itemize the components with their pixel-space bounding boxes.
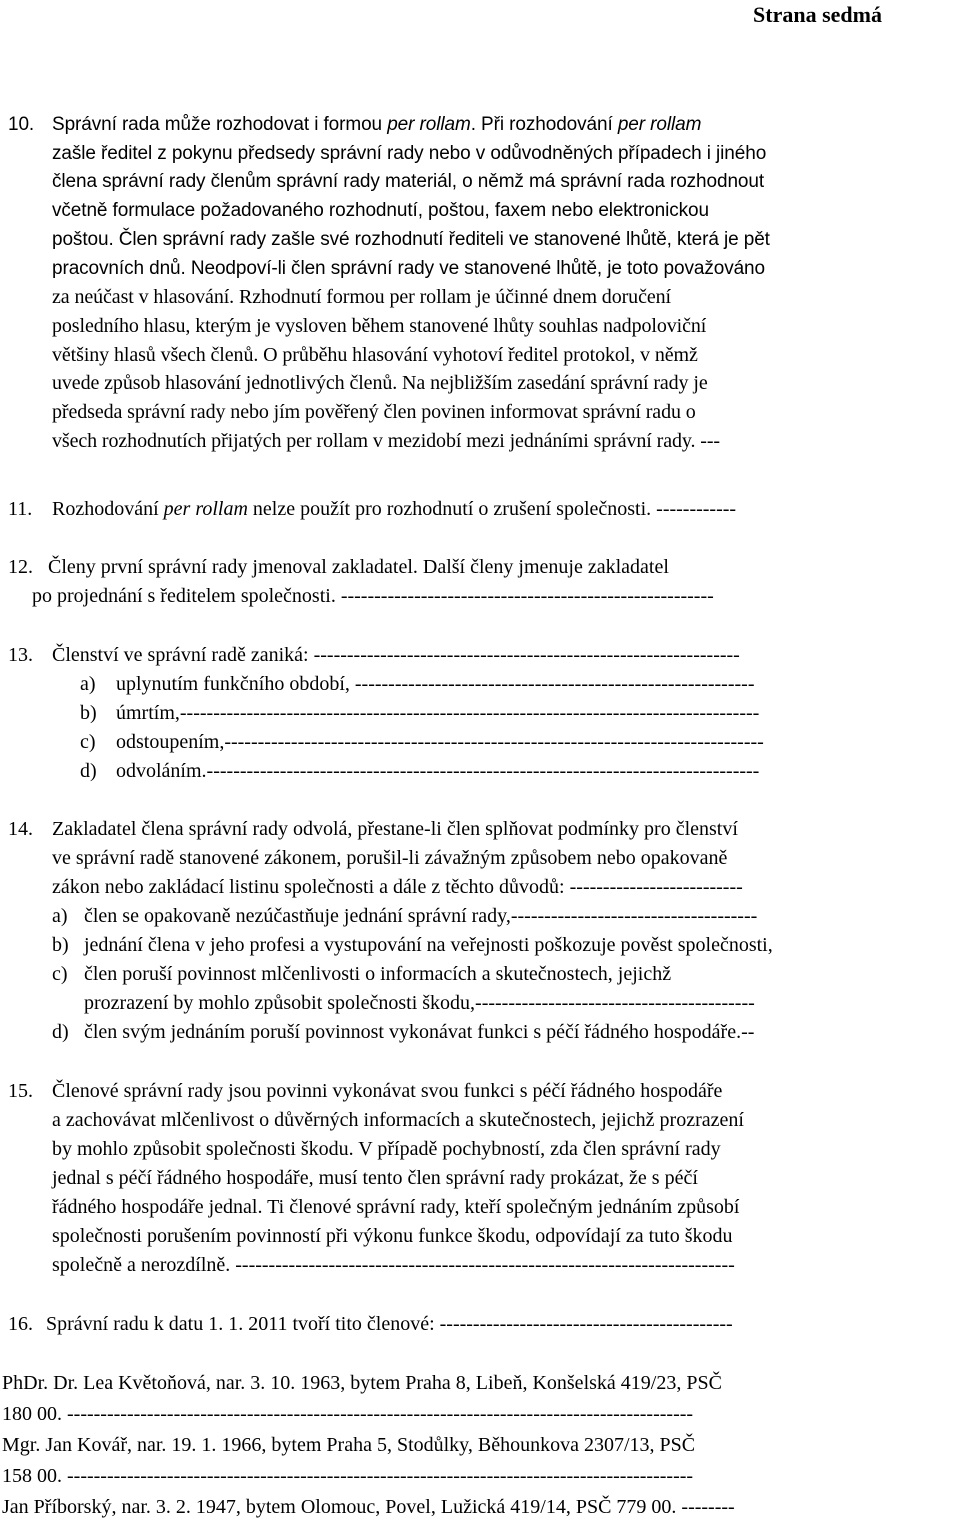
paragraph-line: by mohlo způsobit společnosti škodu. V případě pochybností, zda člen správní rady (52, 1138, 721, 1160)
list-text: odstoupením,--------------------------------------------------------------------------------- (116, 731, 764, 753)
article-number: 14. (8, 818, 33, 840)
paragraph-line: uvede způsob hlasování jednotlivých členů. Na nejbližším zasedání správní rady je (52, 372, 708, 395)
list-item (80, 699, 760, 728)
member-line: PhDr. Dr. Lea Květoňová, nar. 3. 10. 1963, bytem Praha 8, Libeň, Konšelská 419/23, PSČ (2, 1372, 722, 1394)
article-number: 11. (8, 498, 33, 520)
paragraph-line: ve správní radě stanovené zákonem, porušil-li závažným způsobem nebo opakovaně (52, 847, 728, 869)
list-label: b) (52, 934, 69, 956)
article-number: 12. (8, 556, 33, 578)
article-number: 10. (8, 114, 35, 135)
article-intro: Členství ve správní radě zaniká: ---------------------------------------------------------------- (52, 644, 740, 666)
paragraph-line: Zakladatel člena správní rady odvolá, přestane-li člen splňovat podmínky pro členství (52, 818, 738, 840)
paragraph-line: většiny hlasů všech členů. O průběhu hlasování vyhotoví ředitel protokol, v němž (52, 343, 698, 366)
list-item (52, 931, 773, 960)
list-text: uplynutím funkčního období, ------------------------------------------------------------ (116, 673, 755, 695)
member-line: Mgr. Jan Kovář, nar. 19. 1. 1966, bytem Praha 5, Stodůlky, Běhounkova 2307/13, PSČ (2, 1434, 696, 1456)
paragraph-line: a zachovávat mlčenlivost o důvěrných informacích a skutečnostech, jejichž prozrazení (52, 1109, 744, 1131)
member-line: Jan Příborský, nar. 3. 2. 1947, bytem Olomouc, Povel, Lužická 419/14, PSČ 779 00. -------- (2, 1496, 735, 1518)
member-line: 180 00. ---------------------------------------------------------------------------------------------- (2, 1403, 694, 1425)
paragraph-line: za neúčast v hlasování. Rzhodnutí formou per rollam je účinné dnem doručení (52, 286, 671, 309)
paragraph-line: společnosti porušením povinností při výkonu funkce škodu, odpovídají za tuto škodu (52, 1225, 733, 1247)
member-line: 158 00. ---------------------------------------------------------------------------------------------- (2, 1465, 694, 1487)
paragraph-line: Členové správní rady jsou povinni vykonávat svou funkci s péčí řádného hospodáře (52, 1080, 723, 1102)
list-item (52, 960, 755, 1014)
paragraph-line: zašle ředitel z pokynu předsedy správní rady nebo v odůvodněných případech i jiného (52, 142, 767, 164)
list-text: prozrazení by mohlo způsobit společnosti škodu,------------------------------------------ (84, 992, 755, 1014)
list-label: c) (80, 731, 96, 753)
list-text: jednání člena v jeho profesi a vystupování na veřejnosti poškozuje pověst společnosti, (84, 934, 773, 956)
list-item (80, 757, 760, 786)
list-item (52, 1018, 755, 1047)
paragraph-line: posledního hlasu, kterým je vysloven během stanovené lhůty souhlas nadpoloviční (52, 314, 707, 337)
paragraph-line: včetně formulace požadovaného rozhodnutí, poštou, faxem nebo elektronickou (52, 200, 709, 222)
page-header: Strana sedmá (753, 2, 882, 27)
list-text: člen svým jednáním poruší povinnost vykonávat funkci s péčí řádného hospodáře.-- (84, 1021, 755, 1043)
list-label: a) (52, 905, 68, 927)
list-label: d) (80, 760, 97, 782)
paragraph-line: Správní rada může rozhodovat i formou per rollam. Při rozhodování per rollam (52, 114, 702, 135)
paragraph-line: člena správní rady členům správní rady materiál, o němž má správní rada rozhodnout (52, 171, 765, 193)
paragraph-line: pracovních dnů. Neodpoví-li člen správní rady ve stanovené lhůtě, je toto považováno (52, 257, 765, 279)
article-number: 16. (8, 1313, 33, 1335)
paragraph-line: zákon nebo zakládací listinu společnosti a dále z těchto důvodů: -------------------------- (52, 876, 743, 898)
list-text: úmrtím,--------------------------------------------------------------------------------------- (116, 702, 760, 724)
paragraph-line: Členy první správní rady jmenoval zakladatel. Další členy jmenuje zakladatel (48, 556, 669, 578)
list-text: člen poruší povinnost mlčenlivosti o informacích a skutečnostech, jejichž (84, 963, 672, 985)
list-label: b) (80, 702, 97, 724)
list-text: odvoláním.----------------------------------------------------------------------------------- (116, 760, 760, 782)
list-item (80, 670, 755, 699)
list-item (52, 902, 758, 931)
list-item (80, 728, 764, 757)
list-text: člen se opakovaně nezúčastňuje jednání správní rady,------------------------------------- (84, 905, 758, 927)
paragraph-line: předseda správní rady nebo jím pověřený člen povinen informovat správní radu o (52, 401, 696, 424)
list-label: c) (52, 963, 68, 985)
article-intro: Správní radu k datu 1. 1. 2011 tvoří tito členové: -------------------------------------------- (46, 1313, 733, 1335)
article-text: Rozhodování per rollam nelze použít pro rozhodnutí o zrušení společnosti. ------------ (52, 498, 737, 520)
paragraph-line: poštou. Člen správní rady zašle své rozhodnutí řediteli ve stanovené lhůtě, která je pět (52, 228, 770, 250)
article-number: 15. (8, 1080, 33, 1102)
paragraph-line: všech rozhodnutích přijatých per rollam v mezidobí mezi jednáními správní rady. --- (52, 429, 720, 452)
paragraph-line: po projednání s ředitelem společnosti. -------------------------------------------------------- (32, 585, 714, 607)
paragraph-line: společně a nerozdílně. --------------------------------------------------------------------------- (52, 1254, 735, 1276)
paragraph-line: jednal s péčí řádného hospodáře, musí tento člen správní rady prokázat, že s péčí (52, 1167, 698, 1189)
list-label: a) (80, 673, 96, 695)
paragraph-line: řádného hospodáře jednal. Ti členové správní rady, kteří společným jednáním způsobí (52, 1196, 740, 1218)
list-label: d) (52, 1021, 69, 1043)
article-number: 13. (8, 644, 33, 666)
